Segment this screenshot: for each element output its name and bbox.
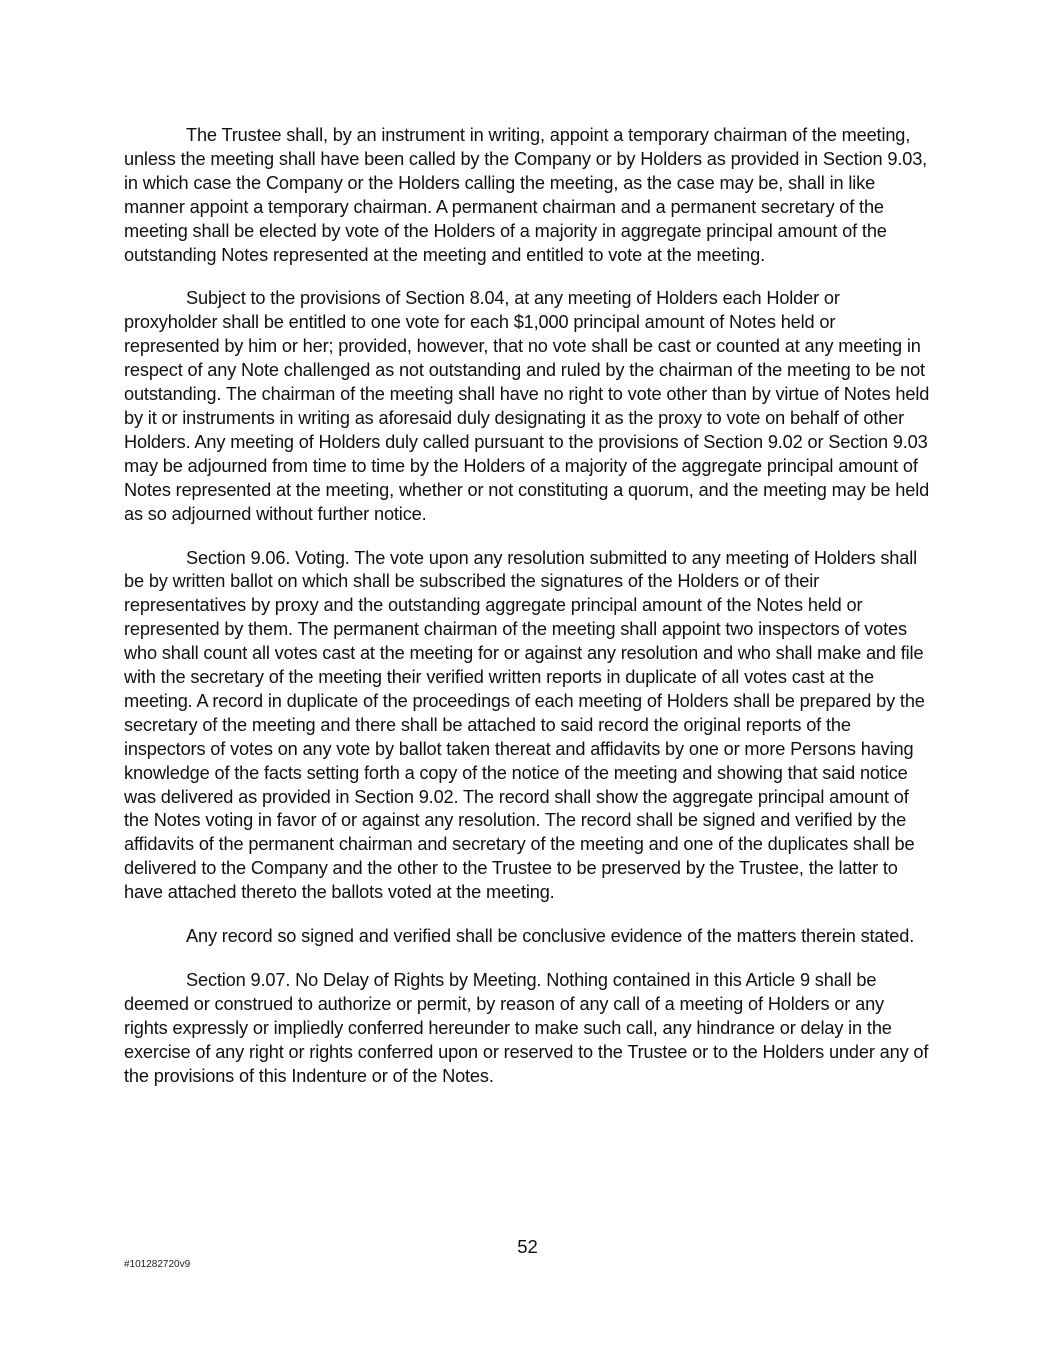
- document-id: #101282720v9: [124, 1259, 191, 1270]
- paragraph-record-evidence: Any record so signed and verified shall be conclusive evidence of the matters therein stated.: [186, 926, 915, 947]
- document-body: [124, 124, 930, 1109]
- paragraph-section-9-06-voting: Section 9.06. Voting. The vote upon any resolution submitted to any meeting of Holders shall be by written ballot on which shall be subscribed the signatures of the Holders or of their representatives by proxy and the outstanding aggregate principal amount of the Notes held or represented by them. The permanent chairman of the meeting shall appoint two inspectors of votes who shall count all votes cast at the meeting for or against any resolution and who shall make and file with the secretary of the meeting their verified written reports in duplicate of all votes cast at the meeting. A record in duplicate of the proceedings of each meeting of Holders shall be prepared by the secretary of the meeting and there shall be attached to said record the original reports of the inspectors of votes on any vote by ballot taken thereat and affidavits by one or more Persons having knowledge of the facts setting forth a copy of the notice of the meeting and showing that said notice was delivered as provided in Section 9.02. The record shall show the aggregate principal amount of the Notes voting in favor of or against any resolution. The record shall be signed and verified by the affidavits of the permanent chairman and secretary of the meeting and one of the duplicates shall be delivered to the Company and the other to the Trustee to be preserved by the Trustee, the latter to have attached thereto the ballots voted at the meeting.: [124, 547, 925, 903]
- page-number: 52: [517, 1236, 538, 1257]
- paragraph-temporary-chairman: The Trustee shall, by an instrument in writing, appoint a temporary chairman of the meeting, unless the meeting shall have been called by the Company or by Holders as provided in Section 9.03, in which case the Company or the Holders calling the meeting, as the case may be, shall in like manner appoint a temporary chairman. A permanent chairman and a permanent secretary of the meeting shall be elected by vote of the Holders of a majority in aggregate principal amount of the outstanding Notes represented at the meeting and entitled to vote at the meeting.: [124, 125, 928, 265]
- paragraph-section-9-07-no-delay: Section 9.07. No Delay of Rights by Meeting. Nothing contained in this Article 9 shall be deemed or construed to authorize or permit, by reason of any call of a meeting of Holders or any rights expressly or impliedly conferred hereunder to make such call, any hindrance or delay in the exercise of any right or rights conferred upon or reserved to the Trustee or to the Holders under any of the provisions of this Indenture or of the Notes.: [124, 970, 929, 1086]
- paragraph-voting-rights: Subject to the provisions of Section 8.04, at any meeting of Holders each Holder or proxyholder shall be entitled to one vote for each $1,000 principal amount of Notes held or represented by him or her; provided, however, that no vote shall be cast or counted at any meeting in respect of any Note challenged as not outstanding and ruled by the chairman of the meeting to be not outstanding. The chairman of the meeting shall have no right to vote other than by virtue of Notes held by it or instruments in writing as aforesaid duly designating it as the proxy to vote on behalf of other Holders. Any meeting of Holders duly called pursuant to the provisions of Section 9.02 or Section 9.03 may be adjourned from time to time by the Holders of a majority of the aggregate principal amount of Notes represented at the meeting, whether or not constituting a quorum, and the meeting may be held as so adjourned without further notice.: [124, 288, 930, 524]
